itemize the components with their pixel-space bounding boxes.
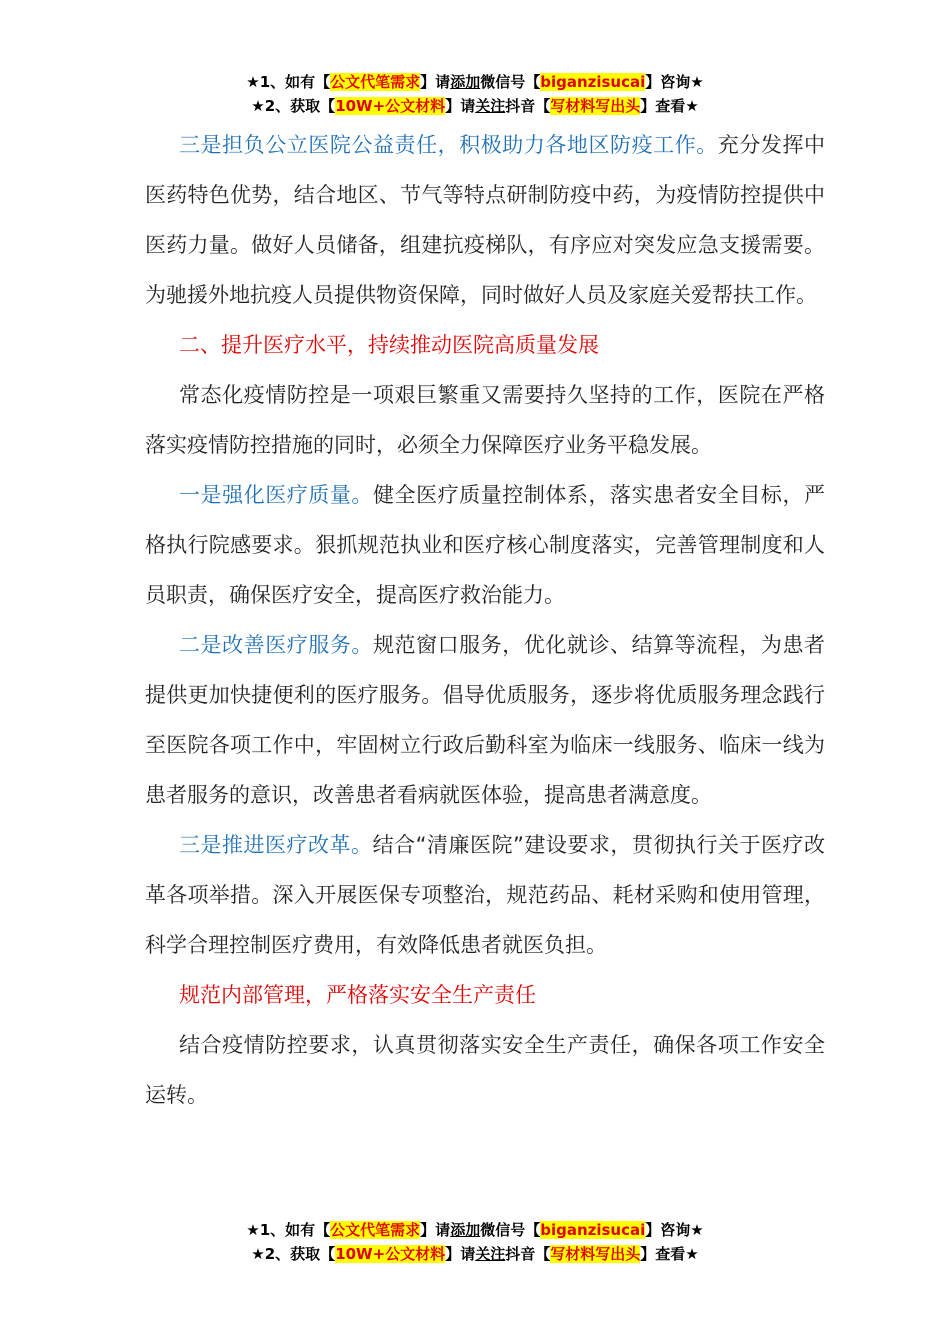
banner-highlight: 写材料写出头 bbox=[550, 97, 641, 115]
banner-text: 】请 bbox=[445, 97, 476, 115]
banner-text: 】咨询★ bbox=[645, 73, 704, 91]
banner-text: 微信号【 bbox=[480, 1221, 541, 1239]
paragraph-3 bbox=[145, 470, 825, 620]
banner-text: ★1、如有【 bbox=[246, 73, 331, 91]
banner-text: 】查看★ bbox=[640, 97, 699, 115]
banner-underline: 关注 bbox=[475, 97, 506, 115]
paragraph-6: 结合疫情防控要求，认真贯彻落实安全生产责任，确保各项工作安全运转。 bbox=[145, 1033, 825, 1107]
banner-text: ★2、获取【 bbox=[251, 1245, 336, 1263]
paragraph-text: 规范窗口服务，优化就诊、结算等流程，为患者提供更加快捷便利的医疗服务。倡导优质服务，逐步将优质服务理念践行至医院各项工作中，牢固树立行政后勤科室为临床一线服务、临床一线为患者服务的意识，改善患者看病就医体验，提高患者满意度。 bbox=[145, 633, 826, 807]
banner-highlight: biganzisucai bbox=[540, 73, 646, 91]
banner-highlight: biganzisucai bbox=[540, 1221, 646, 1239]
banner-line-2 bbox=[0, 1242, 950, 1266]
banner-text: 】咨询★ bbox=[645, 1221, 704, 1239]
paragraph-text: 健全医疗质量控制体系，落实患者安全目标，严格执行院感要求。狠抓规范执业和医疗核心制度落实，完善管理制度和人员职责，确保医疗安全，提高医疗救治能力。 bbox=[145, 483, 826, 607]
banner-highlight: 写材料写出头 bbox=[550, 1245, 641, 1263]
paragraph-lead: 三是担负公立医院公益责任，积极助力各地区防疫工作。 bbox=[179, 133, 718, 157]
banner-line-1 bbox=[0, 70, 950, 94]
paragraph-lead: 三是推进医疗改革。 bbox=[179, 833, 373, 857]
banner-underline: 添加 bbox=[450, 73, 481, 91]
banner-text: 抖音【 bbox=[505, 97, 551, 115]
paragraph-text: 结合“清廉医院”建设要求，贯彻执行关于医疗改革各项举措。深入开展医保专项整治，规范药品、耗材采购和使用管理，科学合理控制医疗费用，有效降低患者就医负担。 bbox=[145, 833, 825, 957]
paragraph-lead: 二是改善医疗服务。 bbox=[179, 633, 373, 657]
banner-text: ★1、如有【 bbox=[246, 1221, 331, 1239]
banner-text: ★2、获取【 bbox=[251, 97, 336, 115]
banner-text: 抖音【 bbox=[505, 1245, 551, 1263]
banner-underline: 添加 bbox=[450, 1221, 481, 1239]
paragraph-text: 充分发挥中医药特色优势，结合地区、节气等特点研制防疫中药，为疫情防控提供中医药力量。做好人员储备，组建抗疫梯队，有序应对突发应急支援需要。为驰援外地抗疫人员提供物资保障，同时做好人员及家庭关爱帮扶工作。 bbox=[145, 133, 826, 307]
footer-banner bbox=[0, 1218, 950, 1266]
banner-underline: 关注 bbox=[475, 1245, 506, 1263]
section-heading-3: 规范内部管理，严格落实安全生产责任 bbox=[179, 983, 536, 1007]
header-banner bbox=[0, 70, 950, 118]
banner-highlight: 公文代笔需求 bbox=[330, 1221, 421, 1239]
document-body bbox=[145, 120, 825, 1120]
banner-text: 】请 bbox=[420, 73, 451, 91]
banner-line-2 bbox=[0, 94, 950, 118]
paragraph-lead: 一是强化医疗质量。 bbox=[179, 483, 373, 507]
section-heading-2: 二、提升医疗水平，持续推动医院高质量发展 bbox=[179, 333, 599, 357]
banner-highlight: 公文代笔需求 bbox=[330, 73, 421, 91]
banner-highlight: 10W+公文材料 bbox=[335, 1245, 446, 1263]
banner-text: 】请 bbox=[445, 1245, 476, 1263]
banner-text: 微信号【 bbox=[480, 73, 541, 91]
banner-text: 】请 bbox=[420, 1221, 451, 1239]
banner-line-1 bbox=[0, 1218, 950, 1242]
paragraph-4 bbox=[145, 620, 825, 820]
banner-highlight: 10W+公文材料 bbox=[335, 97, 446, 115]
paragraph-5 bbox=[145, 820, 825, 970]
paragraph-1 bbox=[145, 120, 825, 320]
paragraph-2: 常态化疫情防控是一项艰巨繁重又需要持久坚持的工作，医院在严格落实疫情防控措施的同时，必须全力保障医疗业务平稳发展。 bbox=[145, 383, 825, 457]
banner-text: 】查看★ bbox=[640, 1245, 699, 1263]
